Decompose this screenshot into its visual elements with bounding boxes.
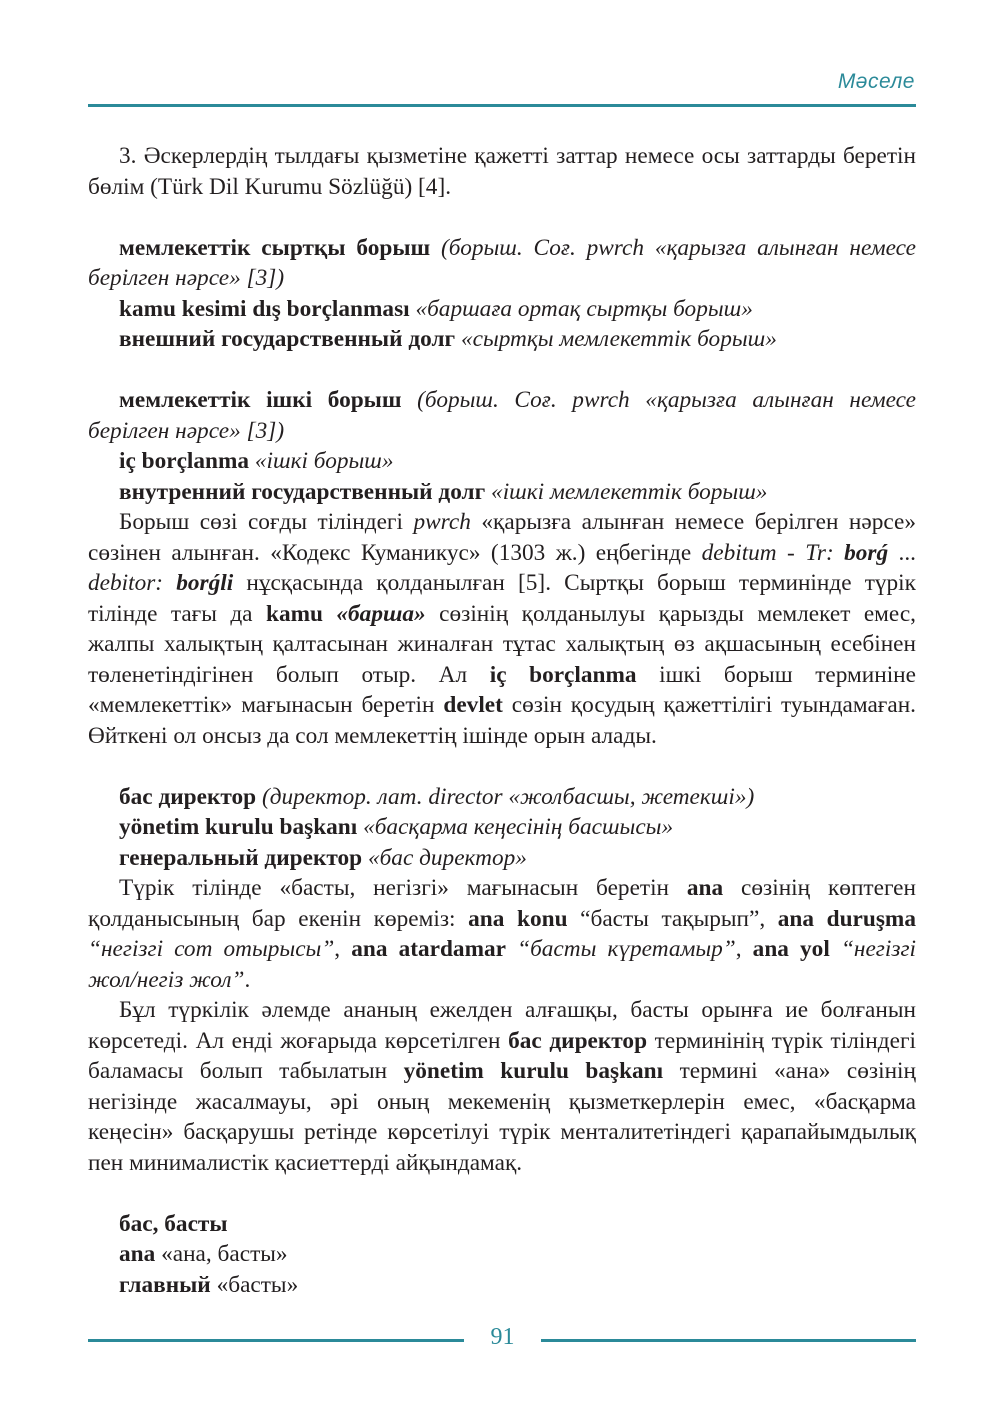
russian-equivalent: главный «басты» [119, 1271, 299, 1298]
page-number: 91 [490, 1324, 515, 1350]
spacer [88, 751, 916, 782]
turkish-equivalent: ana «ана, басты» [119, 1241, 288, 1267]
paragraph-meaning-3: 3. Әскерлердің тылдағы қызметіне қажетті заттар немесе осы заттарды беретін бөлім (Türk Dil Kurumu Sözlüğü) [4]. [88, 143, 916, 200]
running-header-title: Мәселе [837, 70, 915, 93]
term-entry-main [88, 1209, 916, 1301]
header-rule [88, 104, 916, 107]
term-kazakh: бас директор [119, 783, 257, 810]
term-etymology: (борыш. Соғ. pwrch «қарызға алынған немесе берілген нәрсе» [3]) [88, 387, 916, 444]
turkish-equivalent: kamu kesimi dış borçlanması «баршаға ортақ сыртқы борыш» [119, 295, 753, 322]
term-etymology: (директор. лат. director «жолбасшы, жетекші») [261, 783, 755, 810]
term-kazakh: мемлекеттік ішкі борыш [119, 387, 402, 413]
spacer [88, 1178, 916, 1209]
spacer [88, 202, 916, 233]
russian-equivalent: внутренний государственный долг «ішкі мемлекеттік борыш» [119, 478, 768, 505]
term-kazakh: мемлекеттік сыртқы борыш [119, 234, 431, 261]
paragraph-turkic-world: Бұл түркілік әлемде ананың ежелден алғашқы, басты орынға ие болғанын көрсетеді. Ал енді жоғарыда көрсетілген бас директор терминінің түрік тіліндегі баламасы болып табылатын yönetim kurulu başkanı термині «ана» сөзінің негізінде жасалмауы, әрі оның мекеменің қызметкерлерін емес, «басқарма кеңесін» басқарушы ретінде көрсетілуі түрік менталитетіндегі қарапайымдылық пен минималистік қасиеттерді айқындамақ. [88, 997, 916, 1176]
term-line [88, 782, 916, 813]
turkish-equivalent: iç borçlanma «ішкі борыш» [119, 448, 394, 474]
paragraph-borysh-commentary: Борыш сөзі соғды тіліндегі pwrch «қарызға алынған немесе берілген нәрсе» сөзінен алынған. «Кодекс Куманикус» (1303 ж.) еңбегінде debitum - Tr: borǵ ... debitor: borǵli нұсқасында қолданылған [5]. Сыртқы борыш терминінде түрік тілінде тағы да kamu «барша» сөзінің қолданылуы қарызды мемлекет емес, жалпы халықтың қалтасынан жиналған тұтас халықтың өз ақшасының есебінен төленетіндігінен болып отыр. Ал iç borçlanma ішкі борыш терминіне «мемлекеттік» мағынасын беретін devlet сөзін қосудың қажеттілігі туындамаған. Өйткені ол онсыз да сол мемлекеттің ішінде орын алады. [88, 509, 917, 749]
footer-rule-right [541, 1339, 916, 1342]
term-line [88, 1209, 916, 1240]
russian-equivalent: внешний государственный долг «сыртқы мемлекеттік борыш» [119, 326, 777, 352]
spacer [88, 355, 916, 386]
paragraph-ana-usage: Түрік тілінде «басты, негізгі» мағынасын беретін ana сөзінің көптеген қолданысының бар екенін көреміз: ana konu “басты тақырып”, ana duruşma “негізгі сот отырысы”, ana atardamar “басты күретамыр”, ana yol “негізгі жол/негіз жол”. [88, 875, 917, 993]
term-line [88, 233, 916, 294]
term-kazakh: бас, басты [119, 1210, 228, 1237]
term-entry-internal-debt [88, 385, 916, 507]
term-entry-external-debt [88, 233, 916, 355]
turkish-equivalent: yönetim kurulu başkanı «басқарма кеңесінің басшысы» [119, 814, 674, 840]
term-etymology: (борыш. Соғ. pwrch «қарызға алынған немесе берілген нәрсе» [3]) [88, 234, 916, 291]
page-body [88, 141, 916, 1300]
footer-rule-left [88, 1339, 464, 1342]
term-entry-general-director [88, 782, 916, 874]
russian-equivalent: генеральный директор «бас директор» [119, 844, 527, 871]
term-line [88, 385, 916, 446]
